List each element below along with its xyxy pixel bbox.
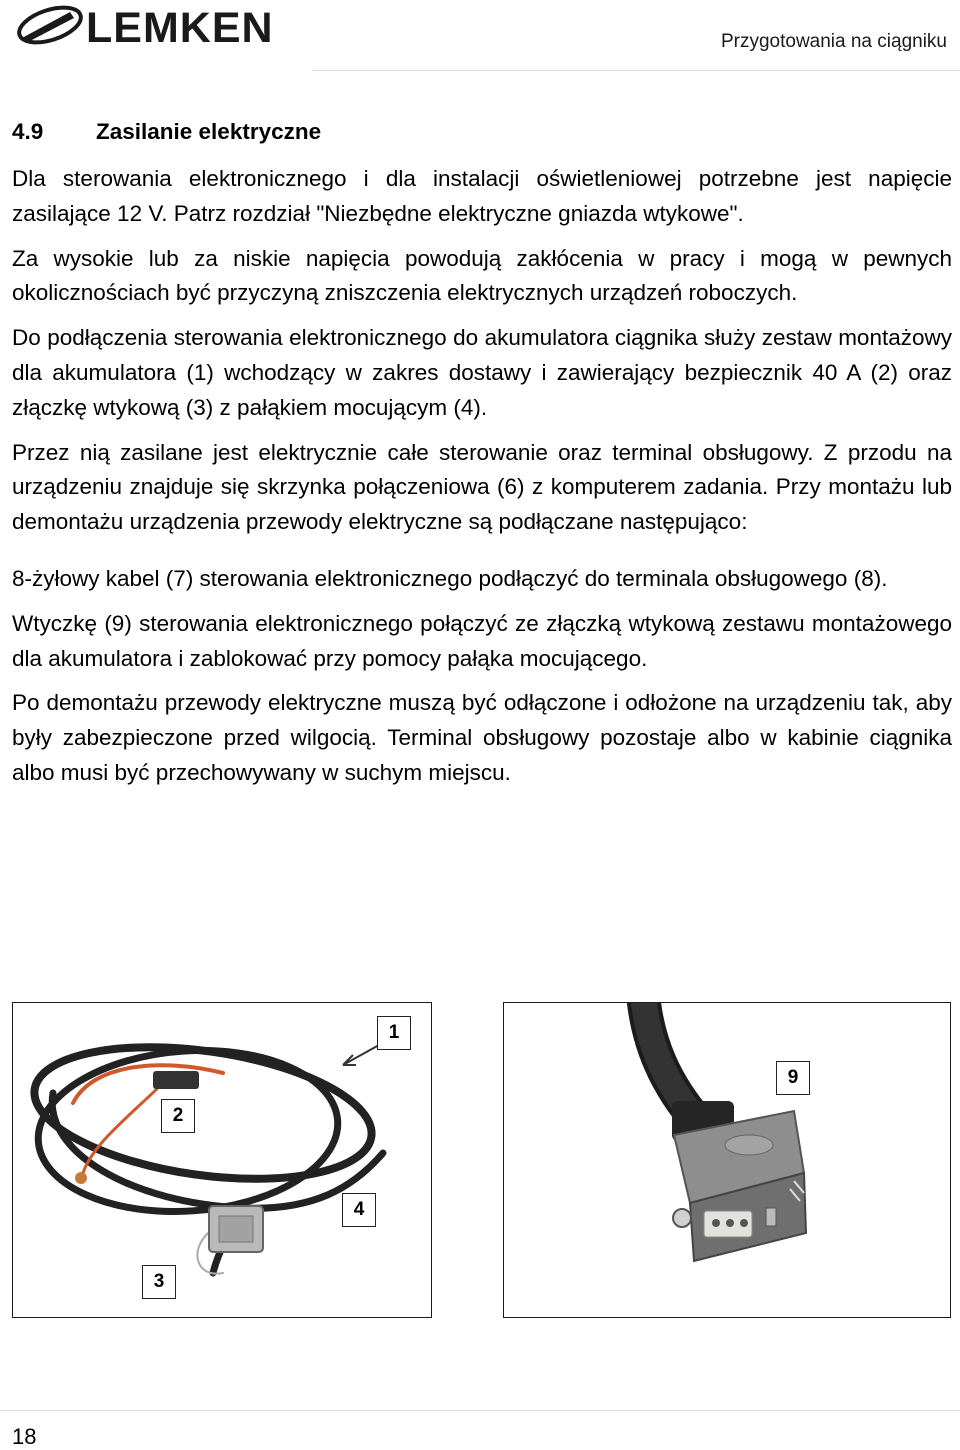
figure-plug-connector: [503, 1002, 951, 1318]
battery-kit-illustration: [13, 1003, 431, 1317]
page-header: [0, 0, 960, 72]
section-title: Zasilanie elektryczne: [96, 119, 322, 144]
header-divider: [312, 70, 960, 71]
callout-4: 4: [342, 1193, 376, 1227]
paragraph: 8-żyłowy kabel (7) sterowania elektronicznego podłączyć do terminala obsługowego (8).: [12, 565, 888, 591]
section-number: 4.9: [12, 119, 44, 144]
footer-divider: [0, 1410, 960, 1411]
paragraph: Za wysokie lub za niskie napięcia powodują zakłócenia w pracy i mogą w pewnych okolicznościach być przyczyną zniszczenia elektrycznych urządzeń roboczych.: [12, 245, 952, 306]
paragraph: Do podłączenia sterowania elektronicznego do akumulatora ciągnika służy zestaw montażowy dla akumulatora (1) wchodzący w zakres dostawy i zawierający bezpiecznik 40 A (2) oraz złączkę wtykową (3) z pałąkiem mocującym (4).: [12, 325, 952, 420]
body-text: [12, 162, 952, 801]
lemken-logo: [10, 0, 310, 58]
callout-2: 2: [161, 1099, 195, 1133]
paragraph: Po demontażu przewody elektryczne muszą być odłączone i odłożone na urządzeniu tak, aby były zabezpieczone przed wilgocią. Terminal obsługowy pozostaje albo w kabinie ciągnika albo musi być przechowywany w suchym miejscu.: [12, 690, 952, 785]
section-heading: [12, 119, 321, 145]
brand-name: LEMKEN: [86, 4, 274, 52]
header-chapter-title: Przygotowania na ciągniku: [720, 31, 947, 52]
callout-3: 3: [142, 1265, 176, 1299]
paragraph: Przez nią zasilane jest elektrycznie całe sterowanie oraz terminal obsługowy. Z przodu na urządzeniu znajduje się skrzynka połączeniowa (6) z komputerem zadania. Przy montażu lub demontażu urządzenia przewody elektryczne są podłączane następująco:: [12, 439, 952, 535]
paragraph: Dla sterowania elektronicznego i dla instalacji oświetleniowej potrzebne jest napięcie zasilające 12 V. Patrz rozdział "Niezbędne elektryczne gniazda wtykowe".: [12, 166, 952, 226]
callout-1: 1: [377, 1016, 411, 1050]
callout-9: 9: [776, 1061, 810, 1095]
page-number: 18: [12, 1424, 37, 1449]
paragraph: Wtyczkę (9) sterowania elektronicznego połączyć ze złączką wtykową zestawu montażowego dla akumulatora i zablokować przy pomocy pałąka mocującego.: [12, 610, 952, 671]
plug-connector-illustration: [504, 1003, 950, 1317]
figure-battery-kit: [12, 1002, 432, 1318]
